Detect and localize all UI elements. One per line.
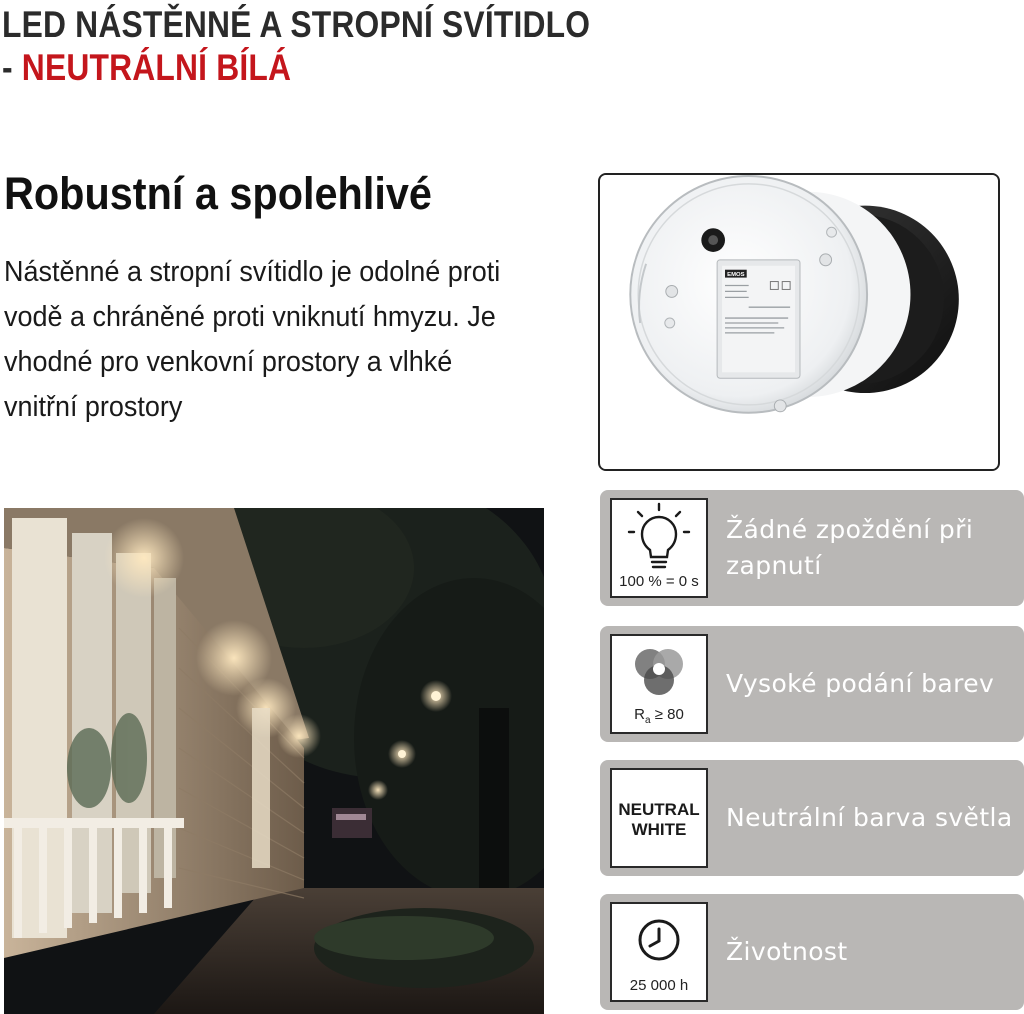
section-title: Robustní a spolehlivé xyxy=(4,168,432,219)
feature-text: Neutrální barva světla xyxy=(726,803,1013,832)
header-line-1: LED NÁSTĚNNÉ A STROPNÍ SVÍTIDLO xyxy=(2,4,591,45)
feature-icon-box xyxy=(610,634,708,734)
feature-color-rendering xyxy=(600,626,1024,742)
feature-icon-box xyxy=(610,902,708,1002)
header-line-2 xyxy=(2,47,590,90)
feature-icon-caption: 25 000 h xyxy=(629,977,689,994)
header-red-text: NEUTRÁLNÍ BÍLÁ xyxy=(21,46,292,88)
section-description: Nástěnné a stropní svítidlo je odolné proti vodě a chráněné proti vniknutí hmyzu. Je vhodné pro venkovní prostory a vlhké vnitřní prostory xyxy=(4,256,501,423)
product-image xyxy=(600,175,998,469)
feature-icon-caption xyxy=(612,706,706,726)
feature-lifetime xyxy=(600,894,1024,1010)
feature-text: Žádné zpoždění při zapnutí xyxy=(726,515,974,580)
feature-no-delay xyxy=(600,490,1024,606)
header-dash: - xyxy=(2,46,22,88)
product-image-frame xyxy=(598,173,1000,471)
feature-text: Životnost xyxy=(726,937,848,966)
badge-line-2: WHITE xyxy=(631,820,687,839)
neutral-white-badge xyxy=(610,768,708,868)
feature-neutral-light xyxy=(600,760,1024,876)
neutral-white-text xyxy=(612,800,706,840)
ra-main: R xyxy=(634,706,645,723)
product-brand-label: EMOS xyxy=(727,272,745,279)
exterior-night-photo xyxy=(4,508,544,1014)
ra-sub: a xyxy=(645,715,651,726)
badge-line-1: NEUTRAL xyxy=(618,800,700,819)
feature-icon-caption: 100 % = 0 s xyxy=(619,573,699,590)
feature-icon-box xyxy=(610,498,708,598)
photo-illustration xyxy=(4,508,544,1014)
ra-rest: ≥ 80 xyxy=(650,706,684,723)
feature-text: Vysoké podání barev xyxy=(726,669,995,698)
page-header xyxy=(2,4,590,89)
